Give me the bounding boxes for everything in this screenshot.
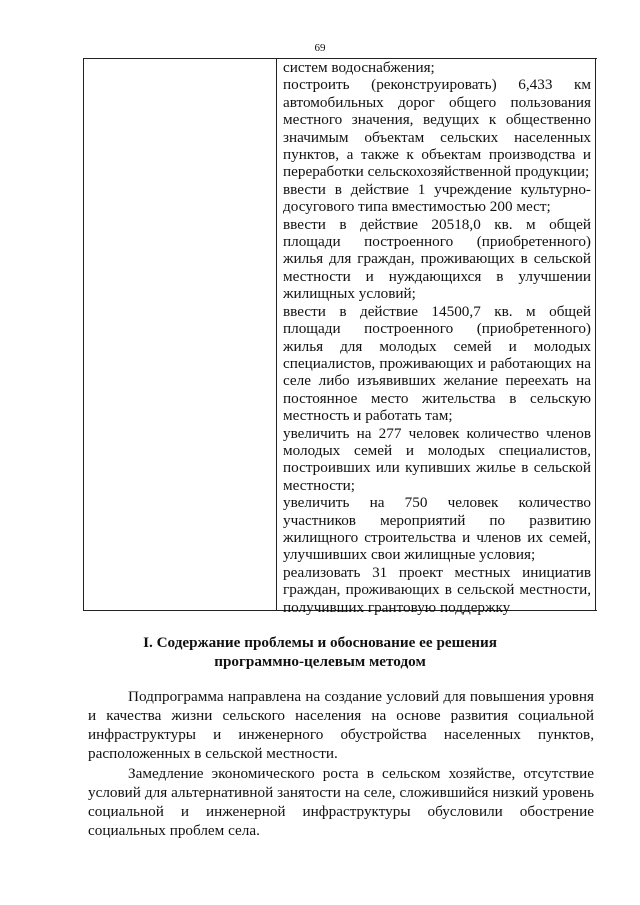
- target-item-young-families: увеличить на 277 человек количество членов молодых семей и молодых специалистов, построивших или купивших жилье в сельской местности;: [283, 424, 591, 494]
- target-item-water-supply: систем водоснабжения;: [283, 59, 435, 76]
- page-number: 69: [314, 42, 326, 54]
- table-border-left: [83, 58, 84, 611]
- section-heading-line2: программно-целевым методом: [214, 653, 426, 670]
- section-heading-line1: I. Содержание проблемы и обоснование ее решения: [143, 634, 497, 651]
- table-column-divider: [276, 58, 277, 611]
- target-item-culture: ввести в действие 1 учреждение культурно-досугового типа вместимостью 200 мест;: [283, 180, 591, 216]
- target-item-housing-rural: ввести в действие 20518,0 кв. м общей площади построенного (приобретенного) жилья для граждан, проживающих в сельской местности и нуждающихся в улучшении жилищных условий;: [283, 215, 591, 303]
- table-border-right: [595, 58, 596, 611]
- paragraph-economic-slowdown: Замедление экономического роста в сельском хозяйстве, отсутствие условий для альтернативной занятости на селе, сложившийся низкий уровень социальной и инженерной инфраструктуры обусловили обострение социальных проблем села.: [88, 765, 594, 839]
- section-heading: [0, 633, 640, 671]
- table-right-cell: [283, 59, 591, 616]
- paragraph-subprogram-goal: Подпрограмма направлена на создание условий для повышения уровня и качества жизни сельского населения на основе развития социальной инфраструктуры и инженерного обустройства населенных пунктов, расположенных в сельской местности.: [88, 688, 594, 762]
- targets-table: [83, 58, 597, 616]
- target-item-participants: увеличить на 750 человек количество участников мероприятий по развитию жилищного строительства и членов их семей, улучшивших свои жилищные условия;: [283, 494, 591, 564]
- target-item-grants: реализовать 31 проект местных инициатив граждан, проживающих в сельской местности, получивших грантовую поддержку: [283, 563, 591, 616]
- target-item-roads: построить (реконструировать) 6,433 км автомобильных дорог общего пользования местного значения, ведущих к общественно значимым объектам сельских населенных пунктов, а также к объектам производства и переработки сельскохозяйственной продукции;: [283, 76, 591, 181]
- target-item-housing-young: ввести в действие 14500,7 кв. м общей площади построенного (приобретенного) жилья для молодых семей и молодых специалистов, проживающих и работающих на селе либо изъявивших желание переехать на постоянное место жительства в сельскую местность и работать там;: [283, 302, 591, 425]
